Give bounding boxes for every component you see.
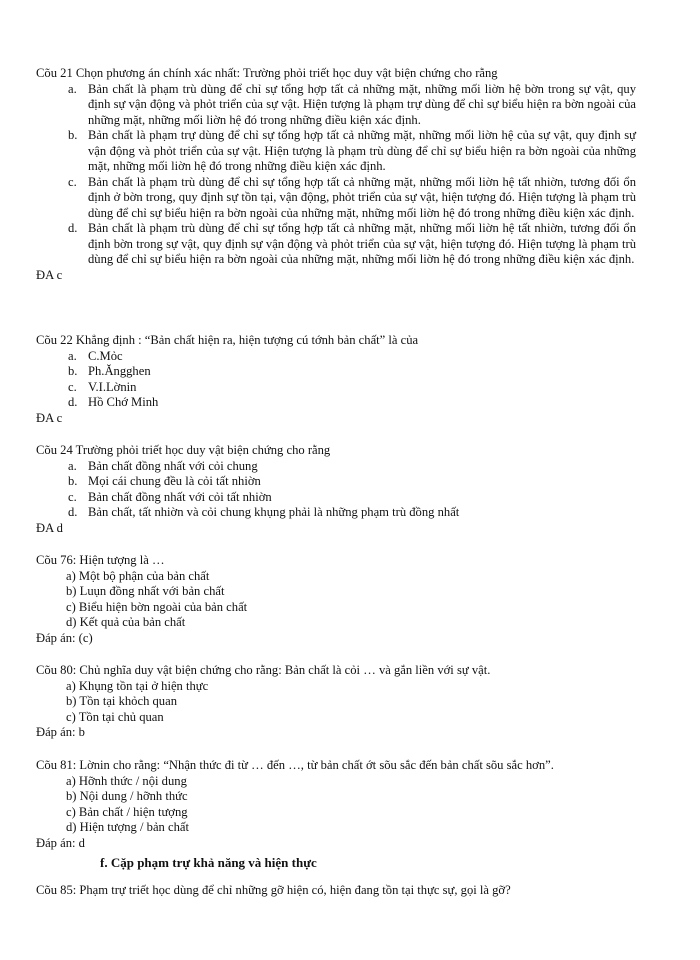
option-a: a) Khụng tồn tại ở hiện thực (66, 678, 209, 693)
option-marker: b. (68, 364, 78, 378)
option-text: Bản chất là phạm trù dùng để chỉ sự tổng hợp tất cả những mặt, những mối liờn hệ tất nhiờn, tương đối ổn định ở bờn trong, quy định sự tồn tại, vận động, phỏt triển của sự vật, hiện tượng đó. Hiện tượng là phạm trù dùng để chỉ sự biểu hiện ra bờn ngoài của những mặt, những mối liờn hệ đó trong những điều kiện xác định. (88, 174, 636, 220)
question-stem: Cõu 81: Lờnin cho rằng: “Nhận thức đi từ … đến …, từ bản chất ớt sõu sắc đến bản chất sõu sắc hơn”. (36, 758, 554, 772)
option-b: b) Nội dung / hỡnh thức (66, 789, 188, 803)
option-c: c) Bản chất / hiện tượng (66, 804, 188, 819)
question-stem: Cõu 21 Chọn phương án chính xác nhất: Trường phỏi triết học duy vật biện chứng cho rằng (36, 66, 498, 80)
option-a: a) Hỡnh thức / nội dung (66, 773, 187, 788)
option-b: b) Luụn đồng nhất với bản chất (66, 584, 225, 598)
question-stem: Cõu 76: Hiện tượng là … (36, 553, 165, 567)
option-c (36, 380, 636, 396)
answer-line: Đáp án: d (36, 835, 85, 850)
option-d (36, 395, 636, 411)
option-marker: a. (68, 81, 77, 96)
option-text: Bản chất đồng nhất với cỏi tất nhiờn (88, 489, 272, 504)
option-marker: d. (68, 221, 78, 235)
option-list (36, 679, 636, 726)
question-80 (36, 663, 636, 741)
option-b: b) Tồn tại khỏch quan (66, 694, 177, 708)
option-marker: c. (68, 379, 77, 394)
question-22 (36, 333, 636, 426)
option-d: d) Hiện tượng / bản chất (66, 820, 189, 834)
question-stem: Cõu 80: Chủ nghĩa duy vật biện chứng cho rằng: Bản chất là cỏi … và gắn liền với sự vật. (36, 663, 491, 677)
option-a (36, 349, 636, 365)
question-stem: Cõu 22 Khẳng định : “Bản chất hiện ra, hiện tượng cú tớnh bản chất” là của (36, 333, 419, 347)
option-marker: c. (68, 489, 77, 504)
option-b (36, 364, 636, 380)
question-81 (36, 758, 636, 851)
option-list (36, 82, 636, 268)
option-c (36, 175, 636, 222)
option-marker: a. (68, 458, 77, 473)
option-text: V.I.Lờnin (88, 379, 137, 394)
option-marker: b. (68, 474, 78, 488)
option-text: C.Mỏc (88, 348, 123, 363)
option-text: Bản chất đồng nhất với cỏi chung (88, 458, 258, 473)
option-text: Bản chất là phạm trù dùng để chỉ sự tổng hợp tất cả những mặt, những mối liờn hệ tất nhiờn, tương đối ổn định bờn trong sự vật, quy định sự vận động và phỏt triển của sự vật, hiện tượng đó. Hiện tượng là phạm trù dùng để chỉ sự biểu hiện ra bờn ngoài của những mặt, những mối liờn hệ đó trong những điều kiện xác định. (88, 221, 636, 266)
option-text: Mọi cái chung đều là cỏi tất nhiờn (88, 474, 261, 488)
question-stem: Cõu 24 Trường phỏi triết học duy vật biện chứng cho rằng (36, 443, 331, 457)
option-list (36, 459, 636, 521)
option-d (36, 221, 636, 268)
answer-line: ĐA c (36, 410, 63, 425)
answer-line: Đáp án: (c) (36, 630, 93, 645)
option-c: c) Tồn tại chủ quan (66, 709, 164, 724)
question-85 (36, 883, 636, 899)
question-21 (36, 66, 636, 283)
option-list (36, 349, 636, 411)
option-d (36, 505, 636, 521)
option-c: c) Biểu hiện bờn ngoài của bản chất (66, 599, 248, 614)
option-list (36, 774, 636, 836)
option-c (36, 490, 636, 506)
option-a: a) Một bộ phận của bản chất (66, 568, 210, 583)
question-stem: Cõu 85: Phạm trự triết học dùng để chỉ những gỡ hiện có, hiện đang tồn tại thực sự, gọi là gỡ? (36, 883, 511, 897)
option-marker: b. (68, 128, 78, 142)
answer-line: ĐA d (36, 520, 63, 535)
option-b (36, 474, 636, 490)
option-text: Bản chất là phạm trù dùng để chỉ sự tổng hợp tất cả những mặt, những mối liờn hệ bờn trong sự vật, quy định sự vận động và phỏt triển của sự vật. Hiện tượng là phạm trự dùng để chỉ sự biểu hiện ra bờn ngoài của những mặt, những mối liờn hệ đó trong những điều kiện xác định. (88, 81, 636, 127)
question-76 (36, 553, 636, 646)
option-d: d) Kết quả của bản chất (66, 615, 186, 629)
option-text: Hồ Chớ Minh (88, 395, 159, 409)
option-text: Ph.Ăngghen (88, 364, 151, 378)
option-marker: c. (68, 174, 77, 189)
option-marker: a. (68, 348, 77, 363)
answer-line: ĐA c (36, 267, 63, 282)
answer-line: Đáp án: b (36, 725, 85, 739)
option-a (36, 459, 636, 475)
option-list (36, 569, 636, 631)
option-a (36, 82, 636, 129)
option-b (36, 128, 636, 175)
option-text: Bản chất, tất nhiờn và cỏi chung khụng phải là những phạm trù đồng nhất (88, 505, 460, 519)
option-marker: d. (68, 505, 78, 519)
section-heading: f. Cặp phạm trự khả năng và hiện thực (100, 855, 317, 870)
question-24 (36, 443, 636, 536)
option-marker: d. (68, 395, 78, 409)
option-text: Bản chất là phạm trự dùng để chỉ sự tổng hợp tất cả những mặt, những mối liờn hệ của sự vật, quy định sự vận động và phỏt triển của sự vật. Hiện tượng là phạm trù dùng để chỉ sự biểu hiện ra bờn ngoài của những mặt, những mối liờn hệ đó trong những điều kiện xác định. (88, 128, 636, 173)
